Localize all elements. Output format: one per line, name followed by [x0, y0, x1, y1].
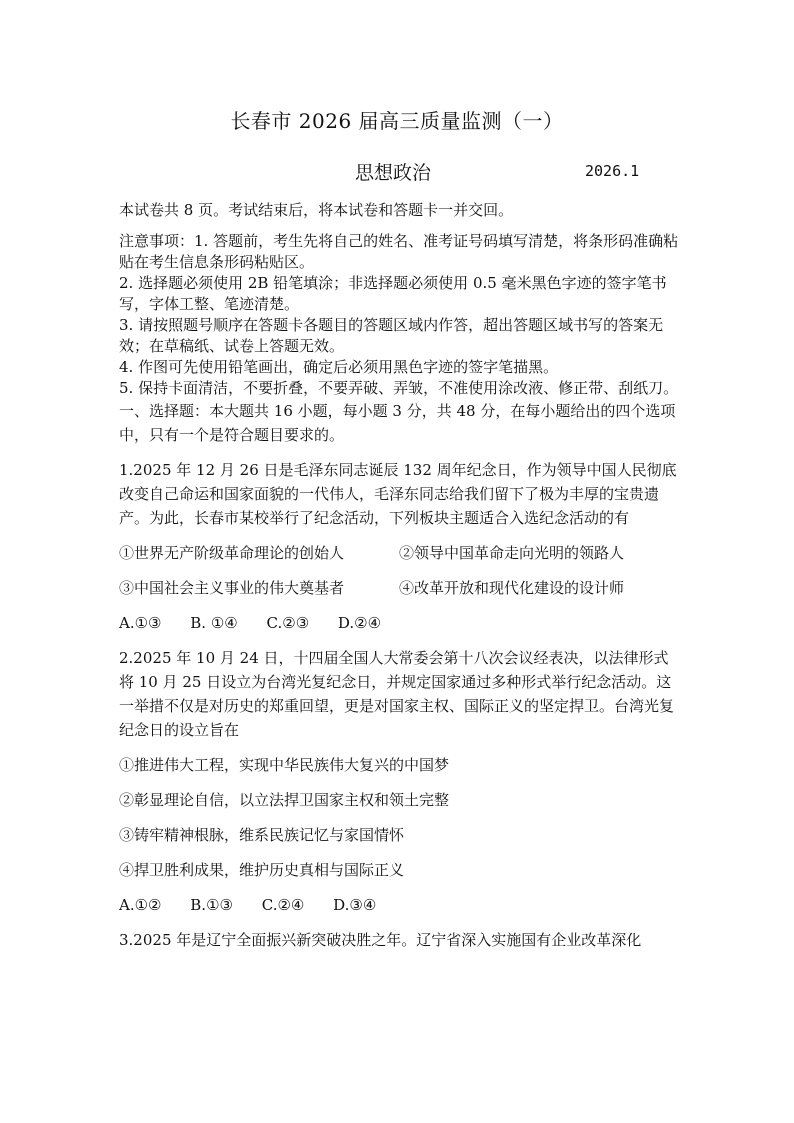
- note-item: 注意事项：1. 答题前，考生先将自己的姓名、准考证号码填写清楚，将条形码准确粘贴在考生信息条形码粘贴区。: [119, 232, 679, 271]
- question-item: ②领导中国革命走向光明的领路人: [399, 544, 625, 562]
- choice-a: A.①②: [119, 896, 162, 914]
- choice-d: D.③④: [333, 896, 377, 914]
- question-2-choices: [119, 893, 679, 917]
- choice-d: D.②④: [337, 614, 382, 632]
- exam-title: 长春市 2026 届高三质量监测（一）: [230, 109, 564, 133]
- subject-title: 思想政治: [355, 162, 432, 184]
- choice-c: C.②③: [266, 614, 310, 632]
- question-item: ④捍卫胜利成果，维护历史真相与国际正义: [119, 861, 405, 879]
- note-item: 4. 作图可先使用铅笔画出，确定后必须用黑色字迹的签字笔描黑。: [119, 358, 559, 376]
- question-3-stem: 3.2025 年是辽宁全面振兴新突破决胜之年。辽宁省深入实施国有企业改革深化: [119, 931, 642, 949]
- exam-content: [119, 200, 679, 963]
- exam-date: 2026.1: [585, 162, 640, 180]
- question-item: ③中国社会主义事业的伟大奠基者: [119, 579, 345, 597]
- question-1-items-row-1: [119, 541, 679, 565]
- choice-b: B.①③: [190, 896, 233, 914]
- note-item: 5. 保持卡面清洁，不要折叠，不要弄破、弄皱，不准使用涂改液、修正带、刮纸刀。: [119, 379, 679, 397]
- question-1-items-row-2: [119, 576, 679, 600]
- choice-c: C.②④: [261, 896, 305, 914]
- note-item: 2. 选择题必须使用 2B 铅笔填涂；非选择题必须使用 0.5 毫米黑色字迹的签字笔书写，字体工整、笔迹清楚。: [119, 274, 667, 313]
- question-item: ②彰显理论自信，以立法捍卫国家主权和领土完整: [119, 791, 450, 809]
- choice-a: A.①③: [119, 614, 162, 632]
- question-2-stem: 2.2025 年 10 月 24 日，十四届全国人大常委会第十八次会议经表决，以法律形式将 10 月 25 日设立为台湾光复纪念日，并规定国家通过多种形式举行纪念活动。这一举措不仅是对历史的郑重回望，更是对国家主权、国际正义的坚定捍卫。台湾光复纪念日的设立旨在: [119, 649, 675, 739]
- question-item: ①推进伟大工程，实现中华民族伟大复兴的中国梦: [119, 756, 450, 774]
- notes-block: [119, 231, 679, 399]
- question-item: ①世界无产阶级革命理论的创始人: [119, 544, 345, 562]
- question-1-choices: [119, 611, 679, 635]
- question-item: ③铸牢精神根脉，维系民族记忆与家国情怀: [119, 826, 405, 844]
- intro-text: 本试卷共 8 页。考试结束后，将本试卷和答题卡一并交回。: [119, 201, 514, 219]
- note-item: 3. 请按照题号顺序在答题卡各题目的答题区域内作答，超出答题区域书写的答案无效；在草稿纸、试卷上答题无效。: [119, 316, 664, 355]
- section-heading: 一、选择题：本大题共 16 小题，每小题 3 分，共 48 分，在每小题给出的四个选项中，只有一个是符合题目要求的。: [119, 402, 676, 444]
- question-item: ④改革开放和现代化建设的设计师: [399, 579, 625, 597]
- question-1-stem: 1.2025 年 12 月 26 日是毛泽东同志诞辰 132 周年纪念日，作为领导中国人民彻底改变自己命运和国家面貌的一代伟人，毛泽东同志给我们留下了极为丰厚的宝贵遗产。为此，长春市某校举行了纪念活动，下列板块主题适合入选纪念活动的有: [119, 461, 677, 527]
- choice-b: B. ①④: [190, 614, 238, 632]
